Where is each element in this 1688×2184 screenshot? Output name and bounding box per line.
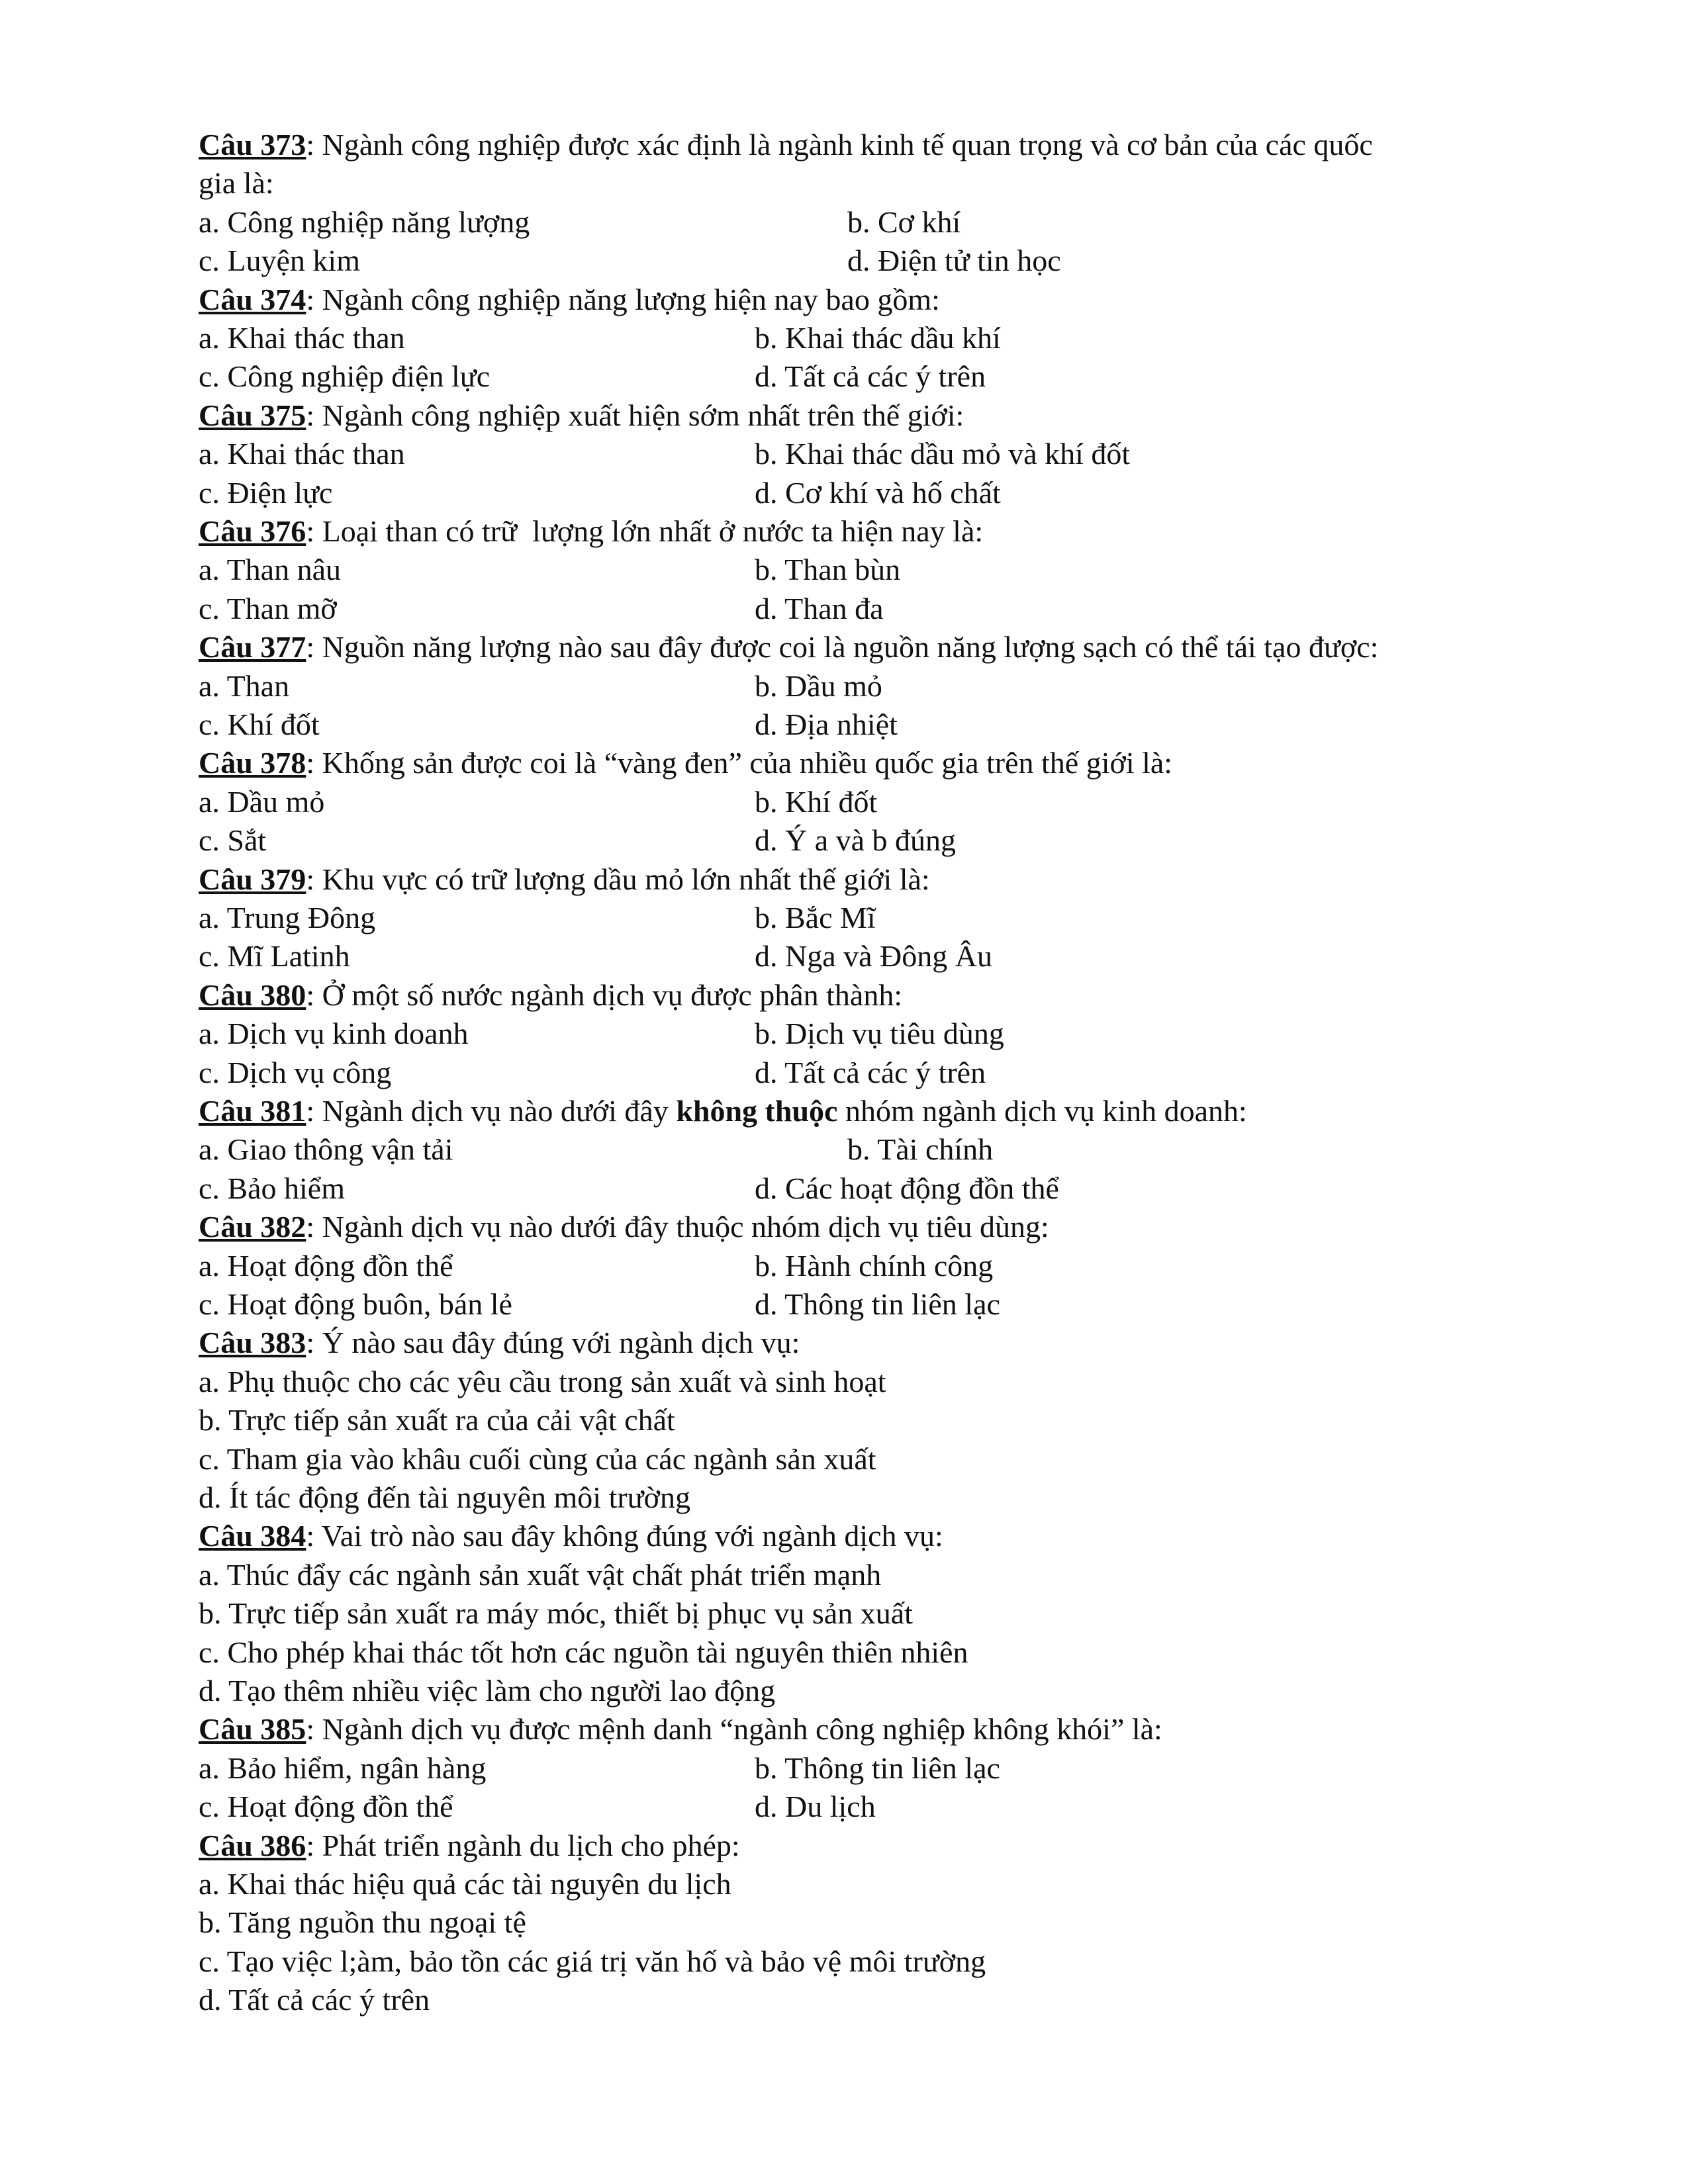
option-d: d. Than đa xyxy=(755,591,884,625)
option-c: c. Bảo hiểm xyxy=(199,1171,345,1205)
option-a: a. Giao thông vận tải xyxy=(199,1132,453,1167)
option-c: c. Mĩ Latinh xyxy=(199,939,350,974)
question-stem: Câu 383: Ý nào sau đây đúng với ngành dịch vụ: xyxy=(199,1326,800,1360)
option-row xyxy=(199,1054,1523,1092)
question-375 xyxy=(199,396,1523,512)
option-c: c. Than mỡ xyxy=(199,591,337,625)
question-stem: Câu 385: Ngành dịch vụ được mệnh danh “ngành công nghiệp không khói” là: xyxy=(199,1712,1162,1747)
option-row xyxy=(199,937,1523,976)
option-a: a. Trung Đông xyxy=(199,900,376,934)
option-row xyxy=(199,1169,1523,1208)
option-d: d. Tất cả các ý trên xyxy=(199,1983,430,2017)
question-number: Câu 373 xyxy=(199,128,306,161)
question-386 xyxy=(199,1827,1523,2020)
question-number: Câu 380 xyxy=(199,978,306,1012)
question-378 xyxy=(199,744,1523,860)
question-number: Câu 375 xyxy=(199,398,306,432)
question-number: Câu 381 xyxy=(199,1093,306,1128)
option-row xyxy=(199,474,1523,512)
question-list xyxy=(199,126,1523,2020)
option-row xyxy=(199,242,1523,280)
option-a: a. Than xyxy=(199,668,290,703)
question-number: Câu 378 xyxy=(199,746,306,780)
question-stem: Câu 376: Loại than có trữ lượng lớn nhất ở nước ta hiện nay là: xyxy=(199,514,984,548)
option-a: a. Thúc đẩy các ngành sản xuất vật chất phát triển mạnh xyxy=(199,1557,882,1592)
option-b: b. Khai thác dầu mỏ và khí đốt xyxy=(755,437,1131,471)
question-number: Câu 382 xyxy=(199,1210,306,1244)
question-stem: Câu 378: Khống sản được coi là “vàng đen” của nhiều quốc gia trên thế giới là: xyxy=(199,746,1173,780)
option-c: c. Khí đốt xyxy=(199,707,320,741)
option-c: c. Tạo việc l;àm, bảo tồn các giá trị văn hố và bảo vệ môi trường xyxy=(199,1944,986,1978)
option-d: d. Du lịch xyxy=(755,1790,876,1824)
option-a: a. Công nghiệp năng lượng xyxy=(199,205,530,239)
option-a: a. Khai thác hiệu quả các tài nguyên du lịch xyxy=(199,1866,731,1901)
option-row xyxy=(199,1015,1523,1053)
option-d: d. Cơ khí và hố chất xyxy=(755,475,1001,510)
option-c: c. Tham gia vào khâu cuối cùng của các ngành sản xuất xyxy=(199,1441,876,1476)
option-a: a. Than nâu xyxy=(199,553,342,587)
option-b: b. Dịch vụ tiêu dùng xyxy=(755,1017,1004,1051)
option-b: b. Thông tin liên lạc xyxy=(755,1751,1000,1785)
option-a: a. Dịch vụ kinh doanh xyxy=(199,1017,469,1051)
option-a: a. Hoạt động đồn thể xyxy=(199,1248,453,1283)
option-row xyxy=(199,1285,1523,1324)
option-b: b. Trực tiếp sản xuất ra của cải vật chất xyxy=(199,1403,675,1437)
question-stem: Câu 375: Ngành công nghiệp xuất hiện sớm nhất trên thế giới: xyxy=(199,398,964,432)
option-row xyxy=(199,1130,1523,1169)
option-row xyxy=(199,203,1523,242)
question-number: Câu 374 xyxy=(199,282,306,316)
option-b: b. Khai thác dầu khí xyxy=(755,321,1001,355)
question-number: Câu 385 xyxy=(199,1712,306,1747)
option-row xyxy=(199,1247,1523,1285)
option-row xyxy=(199,1788,1523,1826)
option-d: d. Nga và Đông Âu xyxy=(755,939,992,974)
option-row xyxy=(199,357,1523,396)
question-number: Câu 377 xyxy=(199,630,306,664)
option-b: b. Tăng nguồn thu ngoại tệ xyxy=(199,1905,526,1940)
option-c: c. Dịch vụ công xyxy=(199,1055,392,1089)
option-row xyxy=(199,590,1523,628)
question-stem: Câu 384: Vai trò nào sau đây không đúng với ngành dịch vụ: xyxy=(199,1519,943,1553)
question-number: Câu 376 xyxy=(199,514,306,548)
option-d: d. Ít tác động đến tài nguyên môi trường xyxy=(199,1480,690,1514)
option-a: a. Dầu mỏ xyxy=(199,784,325,819)
question-number: Câu 379 xyxy=(199,862,306,896)
question-376 xyxy=(199,512,1523,628)
question-stem: Câu 379: Khu vực có trữ lượng dầu mỏ lớn nhất thế giới là: xyxy=(199,862,930,896)
question-stem: Câu 374: Ngành công nghiệp năng lượng hiện nay bao gồm: xyxy=(199,282,940,316)
option-row xyxy=(199,1749,1523,1788)
option-a: a. Khai thác than xyxy=(199,437,405,471)
option-a: a. Phụ thuộc cho các yêu cầu trong sản xuất và sinh hoạt xyxy=(199,1364,886,1398)
option-c: c. Sắt xyxy=(199,823,267,858)
question-number: Câu 383 xyxy=(199,1326,306,1360)
option-b: b. Bắc Mĩ xyxy=(755,900,876,934)
question-stem: Câu 380: Ở một số nước ngành dịch vụ được phân thành: xyxy=(199,978,903,1012)
question-stem-continued: gia là: xyxy=(199,166,274,201)
option-row xyxy=(199,783,1523,821)
option-c: c. Hoạt động đồn thể xyxy=(199,1790,453,1824)
question-stem: Câu 377: Nguồn năng lượng nào sau đây được coi là nguồn năng lượng sạch có thể tái tạo được: xyxy=(199,630,1379,664)
option-d: d. Tất cả các ý trên xyxy=(755,1055,986,1089)
option-b: b. Cơ khí xyxy=(847,205,961,239)
question-stem: Câu 382: Ngành dịch vụ nào dưới đây thuộc nhóm dịch vụ tiêu dùng: xyxy=(199,1210,1049,1244)
option-row xyxy=(199,667,1523,705)
question-373 xyxy=(199,126,1523,281)
question-374 xyxy=(199,281,1523,396)
question-stem: Câu 373: Ngành công nghiệp được xác định là ngành kinh tế quan trọng và cơ bản của các quốc xyxy=(199,128,1373,161)
question-number: Câu 386 xyxy=(199,1828,306,1862)
option-b: b. Khí đốt xyxy=(755,784,878,819)
option-d: d. Thông tin liên lạc xyxy=(755,1287,1000,1321)
option-b: b. Than bùn xyxy=(755,553,901,587)
option-a: a. Khai thác than xyxy=(199,321,405,355)
option-row xyxy=(199,705,1523,744)
question-380 xyxy=(199,976,1523,1092)
question-384 xyxy=(199,1517,1523,1710)
option-c: c. Luyện kim xyxy=(199,244,360,278)
question-stem: Câu 381: Ngành dịch vụ nào dưới đây không thuộc nhóm ngành dịch vụ kinh doanh: xyxy=(199,1093,1247,1128)
question-381 xyxy=(199,1092,1523,1208)
option-row xyxy=(199,821,1523,860)
question-377 xyxy=(199,628,1523,744)
option-row xyxy=(199,551,1523,589)
question-382 xyxy=(199,1208,1523,1324)
option-d: d. Các hoạt động đồn thể xyxy=(755,1171,1059,1205)
question-379 xyxy=(199,860,1523,976)
option-a: a. Bảo hiểm, ngân hàng xyxy=(199,1751,487,1785)
option-b: b. Hành chính công xyxy=(755,1248,994,1283)
question-number: Câu 384 xyxy=(199,1519,306,1553)
option-d: d. Tạo thêm nhiều việc làm cho người lao động xyxy=(199,1673,776,1707)
option-d: d. Điện tử tin học xyxy=(847,244,1061,278)
option-b: b. Trực tiếp sản xuất ra máy móc, thiết bị phục vụ sản xuất xyxy=(199,1596,913,1631)
option-d: d. Địa nhiệt xyxy=(755,707,898,741)
question-stem: Câu 386: Phát triển ngành du lịch cho phép: xyxy=(199,1828,740,1862)
option-row xyxy=(199,899,1523,937)
option-c: c. Điện lực xyxy=(199,475,333,510)
option-b: b. Tài chính xyxy=(847,1132,994,1167)
option-d: d. Tất cả các ý trên xyxy=(755,359,986,394)
option-d: d. Ý a và b đúng xyxy=(755,823,957,858)
option-b: b. Dầu mỏ xyxy=(755,668,882,703)
option-row xyxy=(199,319,1523,357)
question-385 xyxy=(199,1710,1523,1826)
option-c: c. Cho phép khai thác tốt hơn các nguồn tài nguyên thiên nhiên xyxy=(199,1635,968,1669)
option-row xyxy=(199,435,1523,473)
question-383 xyxy=(199,1324,1523,1517)
option-c: c. Hoạt động buôn, bán lẻ xyxy=(199,1287,512,1321)
option-c: c. Công nghiệp điện lực xyxy=(199,359,491,394)
emphasis-text: không thuộc xyxy=(676,1093,838,1128)
